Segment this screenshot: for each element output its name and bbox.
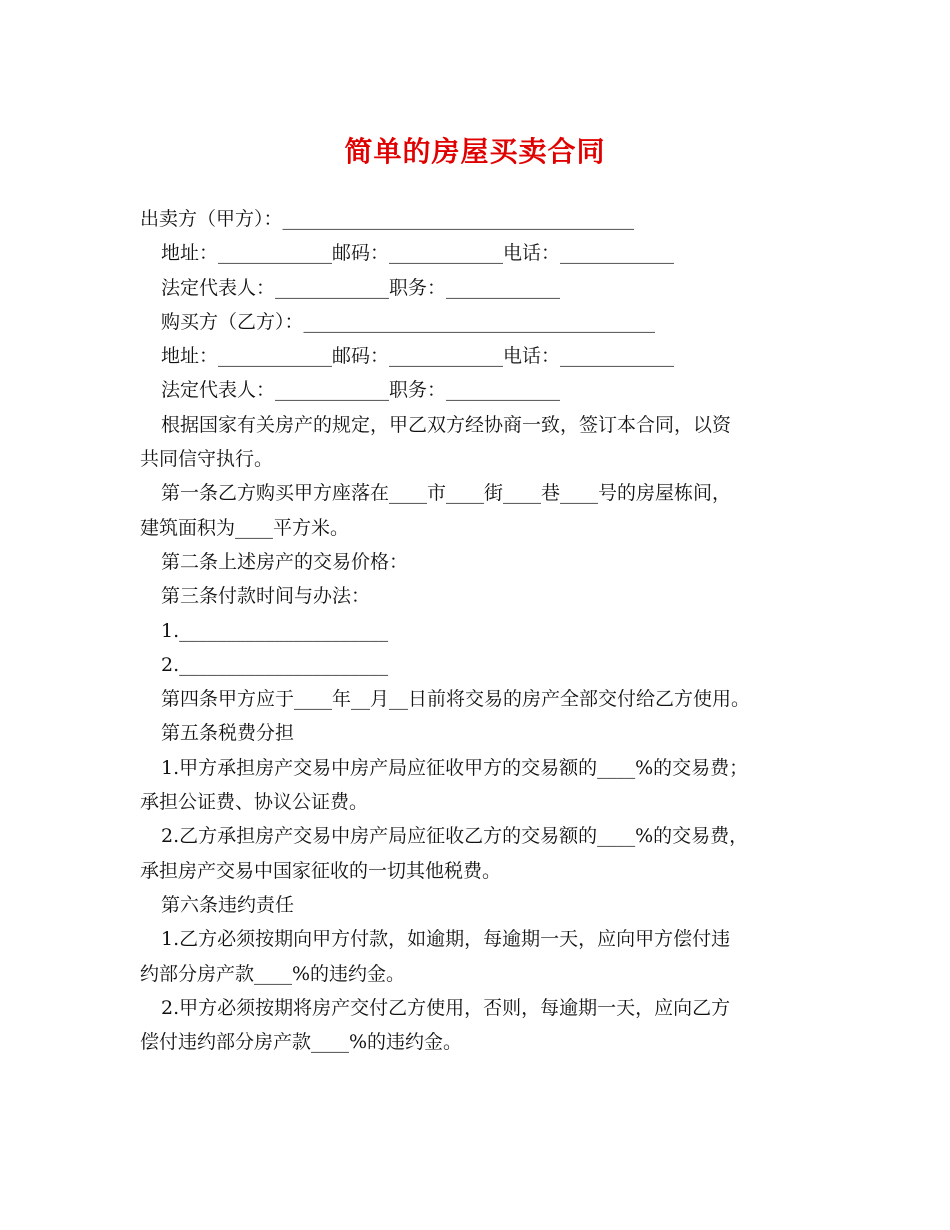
contract-line: 地址：____________邮码：____________电话：____________ — [161, 345, 675, 368]
contract-line: 第四条甲方应于____年__月__日前将交易的房产全部交付给乙方使用。 — [161, 688, 751, 711]
contract-line: 1.乙方必须按期向甲方付款，如逾期，每逾期一天，应向甲方偿付违 — [161, 928, 731, 951]
contract-line: 第六条违约责任 — [161, 893, 295, 916]
contract-line: 1.______________________ — [161, 619, 389, 642]
contract-line: 2.______________________ — [161, 653, 389, 676]
contract-line: 共同信守执行。 — [140, 448, 274, 471]
contract-line: 2.乙方承担房产交易中房产局应征收乙方的交易额的____%的交易费， — [161, 825, 749, 848]
document-title: 简单的房屋买卖合同 — [344, 135, 606, 168]
contract-line: 承担房产交易中国家征收的一切其他税费。 — [140, 859, 502, 882]
contract-line: 法定代表人：____________职务：____________ — [161, 379, 561, 402]
contract-line: 第三条付款时间与办法： — [161, 585, 371, 608]
contract-line: 承担公证费、协议公证费。 — [140, 791, 369, 814]
contract-line: 建筑面积为____平方米。 — [140, 516, 350, 539]
contract-line: 约部分房产款____%的违约金。 — [140, 962, 406, 985]
contract-line: 购买方（乙方）：_____________________________________ — [161, 310, 656, 333]
contract-line: 第一条乙方购买甲方座落在____市____街____巷____号的房屋栋间， — [161, 482, 732, 505]
contract-line: 出卖方（甲方）：_____________________________________ — [140, 208, 635, 230]
contract-line: 1.甲方承担房产交易中房产局应征收甲方的交易额的____%的交易费； — [161, 756, 749, 779]
contract-line: 地址：____________邮码：____________电话：____________ — [161, 242, 675, 265]
contract-line: 偿付违约部分房产款____%的违约金。 — [140, 1031, 463, 1054]
contract-line: 第二条上述房产的交易价格： — [161, 550, 409, 573]
contract-line: 根据国家有关房产的规定，甲乙双方经协商一致，签订本合同，以资 — [161, 413, 732, 436]
contract-line: 2.甲方必须按期将房产交付乙方使用，否则，每逾期一天，应向乙方 — [161, 996, 731, 1019]
contract-body — [140, 202, 820, 1059]
contract-line: 法定代表人：____________职务：____________ — [161, 276, 561, 299]
contract-line: 第五条税费分担 — [161, 722, 295, 745]
